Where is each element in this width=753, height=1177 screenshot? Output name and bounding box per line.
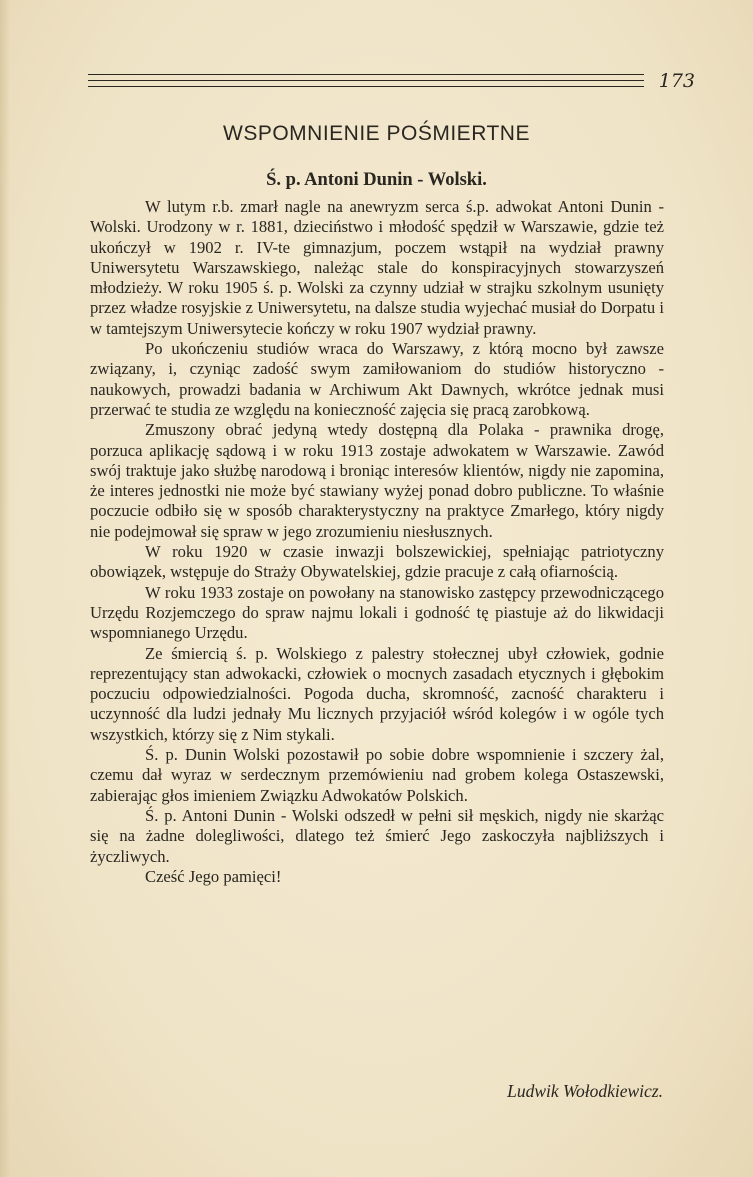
header-rule-bottom <box>88 86 644 87</box>
paragraph-6: Ze śmiercią ś. p. Wolskiego z palestry stołecznej ubył człowiek, godnie reprezentujący stan adwokacki, człowiek o mocnych zasadach etycznych i głębokim poczuciu odpowiedzialności. Pogoda ducha, skromność, zacność charakteru i uczynność dla ludzi jednały Mu licznych przyjaciół wśród kolegów i w ogóle tych wszystkich, którzy się z Nim stykali. <box>90 643 664 744</box>
paragraph-5: W roku 1933 zostaje on powołany na stanowisko zastępcy przewodniczącego Urzędu Rozjemczego do spraw najmu lokali i godność tę piastuje aż do likwidacji wspomnianego Urzędu. <box>90 582 664 643</box>
paragraph-7: Ś. p. Dunin Wolski pozostawił po sobie dobre wspomnienie i szczery żal, czemu dał wyraz w serdecznym przemówieniu nad grobem kolega Ostaszewski, zabierając głos imieniem Związku Adwokatów Polskich. <box>90 745 664 805</box>
header-rule-top <box>88 74 644 75</box>
closing-line: Cześć Jego pamięci! <box>145 866 282 886</box>
paragraph-4: W roku 1920 w czasie inwazji bolszewickiej, spełniając patriotyczny obowiązek, wstępuje do Straży Obywatelskiej, gdzie pracuje z całą ofiarnością. <box>90 542 664 582</box>
obituary-subtitle: Ś. p. Antoni Dunin - Wolski. <box>266 170 487 190</box>
paragraph-2: Po ukończeniu studiów wraca do Warszawy, z którą mocno był zawsze związany, i, czyniąc zadość swym zamiłowaniom do studiów historyczno - naukowych, prowadzi badania w Archiwum Akt Dawnych, wkrótce jednak musi przerwać te studia ze względu na konieczność zajęcia się pracą zarobkową. <box>90 339 664 419</box>
paragraph-8: Ś. p. Antoni Dunin - Wolski odszedł w pełni sił męskich, nigdy nie skarżąc się na żadne dolegliwości, dlatego też śmierć Jego zaskoczyła najbliższych i życzliwych. <box>90 805 664 866</box>
paragraph-3: Zmuszony obrać jedyną wtedy dostępną dla Polaka - prawnika drogę, porzuca aplikację sądową i w roku 1913 zostaje adwokatem w Warszawie. Zawód swój traktuje jako służbę narodową i broniąc interesów klientów, nigdy nie zapomina, że interes jednostki nie może być stawiany wyżej ponad dobro publiczne. To właśnie poczucie odbiło się w sposób charakterystyczny na praktyce Zmarłego, który nigdy nie podejmował się spraw w jego zrozumieniu niesłusznych. <box>90 420 664 541</box>
author-signature: Ludwik Wołodkiewicz. <box>507 1081 663 1101</box>
article-body <box>90 197 664 887</box>
header-rule-middle <box>88 80 644 81</box>
section-title: WSPOMNIENIE POŚMIERTNE <box>223 122 530 145</box>
page-number: 173 <box>658 70 695 92</box>
paragraph-1: W lutym r.b. zmarł nagle na anewryzm serca ś.p. adwokat Antoni Dunin - Wolski. Urodzony w r. 1881, dzieciństwo i młodość spędził w Warszawie, gdzie też ukończył w 1902 r. IV-te gimnazjum, poczem wstąpił na wydział prawny Uniwersytetu Warszawskiego, należąc stale do konspiracyjnych stowarzyszeń młodzieży. W roku 1905 ś. p. Wolski za czynny udział w strajku szkolnym usunięty przez władze rosyjskie z Uniwersytetu, na dalsze studia wyjechać musiał do Dorpatu i w tamtejszym Uniwersytecie kończy w roku 1907 wydział prawny. <box>90 197 664 338</box>
